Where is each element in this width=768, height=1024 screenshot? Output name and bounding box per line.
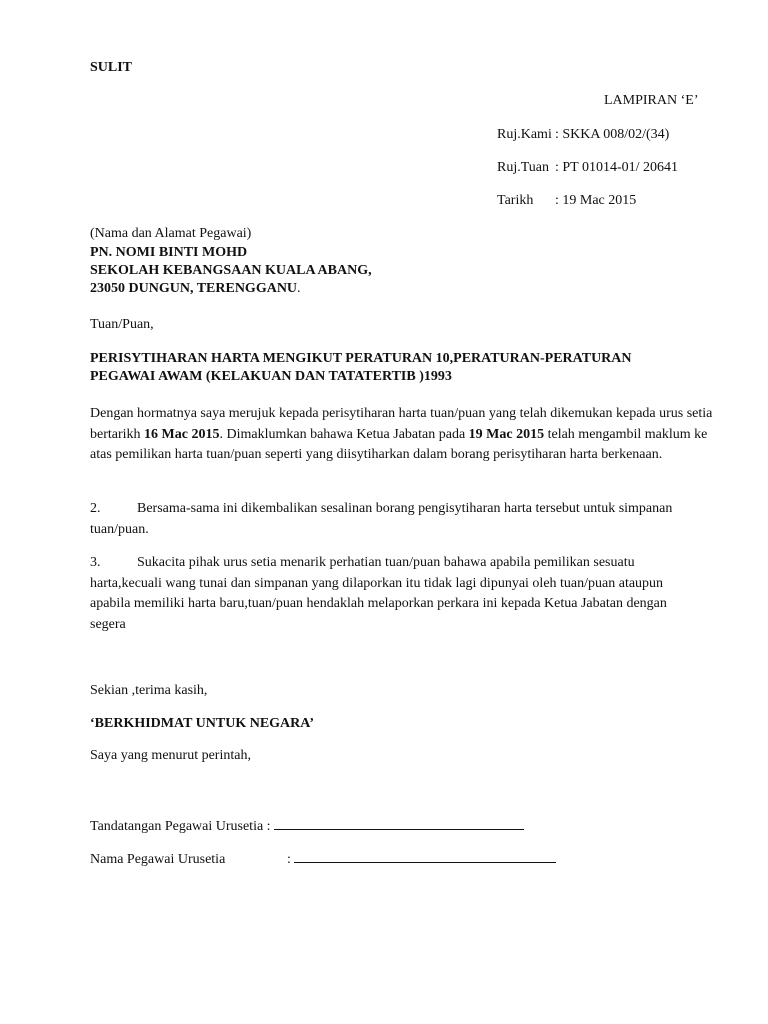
submission-date: 16 Mac 2015 <box>144 426 220 442</box>
signature-label: Tandatangan Pegawai Urusetia : <box>90 819 271 834</box>
attachment-label: LAMPIRAN ‘E’ <box>604 93 699 108</box>
signoff: Saya yang menurut perintah, <box>90 748 251 763</box>
reference-our <box>497 127 669 143</box>
recipient-address-line1: SEKOLAH KEBANGSAAN KUALA ABANG, <box>90 263 372 278</box>
classification-label: SULIT <box>90 60 133 75</box>
salutation: Tuan/Puan, <box>90 317 154 332</box>
reference-date <box>497 193 636 209</box>
recipient-name: PN. NOMI BINTI MOHD <box>90 245 248 260</box>
paragraph-2-text: Bersama-sama ini dikembalikan sesalinan borang pengisytiharan harta tersebut untuk simpanan tuan/puan. <box>90 501 673 537</box>
ref-value: SKKA 008/02/(34) <box>562 127 670 142</box>
paragraph-number: 3. <box>90 555 101 570</box>
paragraph-1-text-a: Dengan hormatnya saya merujuk kepada perisytiharan harta tuan/puan yang telah dikemukan kepada urus setia bertarikh <box>90 406 713 442</box>
paragraph-1 <box>90 404 715 466</box>
subject-line1: PERISYTIHARAN HARTA MENGIKUT PERATURAN 10,PERATURAN-PERATURAN <box>90 351 632 366</box>
reference-your <box>497 160 678 176</box>
motto: ‘BERKHIDMAT UNTUK NEGARA’ <box>90 716 315 731</box>
closing-thanks: Sekian ,terima kasih, <box>90 683 208 698</box>
signature-blank-line[interactable] <box>274 817 524 830</box>
recipient-address-period: . <box>297 281 301 296</box>
paragraph-1-text-c: telah mengambil maklum ke atas pemilikan harta tuan/puan seperti yang diisytiharkan dalam borang perisytiharan harta berkenaan. <box>90 426 708 462</box>
ref-separator: : <box>555 193 559 208</box>
ref-separator: : <box>555 127 559 142</box>
recipient-note: (Nama dan Alamat Pegawai) <box>90 226 252 241</box>
paragraph-3-text: Sukacita pihak urus setia menarik perhatian tuan/puan bahawa apabila pemilikan sesuatu harta,kecuali wang tunai dan simpanan yang dilaporkan itu tidak lagi dipunyai oleh tuan/puan ataupun apabila memiliki harta baru,tuan/puan hendaklah melaporkan perkara ini kepada Ketua Jabatan dengan segera <box>90 555 667 632</box>
ref-value: 19 Mac 2015 <box>562 193 637 208</box>
officer-name-blank-line[interactable] <box>294 850 556 863</box>
ref-separator: : <box>555 160 559 175</box>
subject-line2: PEGAWAI AWAM (KELAKUAN DAN TATATERTIB )1993 <box>90 369 452 384</box>
ref-label: Ruj.Kami <box>497 127 552 142</box>
recipient-address-line2 <box>90 281 301 297</box>
recipient-postcode-city: 23050 DUNGUN, TERENGGANU <box>90 281 298 296</box>
paragraph-2 <box>90 499 690 540</box>
acknowledgement-date: 19 Mac 2015 <box>468 426 545 442</box>
officer-name-row <box>90 850 556 868</box>
signature-row <box>90 817 524 835</box>
ref-label: Ruj.Tuan <box>497 160 550 175</box>
paragraph-1-text-b: . Dimaklumkan bahawa Ketua Jabatan pada <box>219 426 469 442</box>
ref-label: Tarikh <box>497 193 534 208</box>
officer-name-separator: : <box>287 852 291 867</box>
paragraph-number: 2. <box>90 501 101 516</box>
ref-value: PT 01014-01/ 20641 <box>562 160 679 175</box>
officer-name-label: Nama Pegawai Urusetia <box>90 852 226 867</box>
paragraph-3 <box>90 553 695 635</box>
